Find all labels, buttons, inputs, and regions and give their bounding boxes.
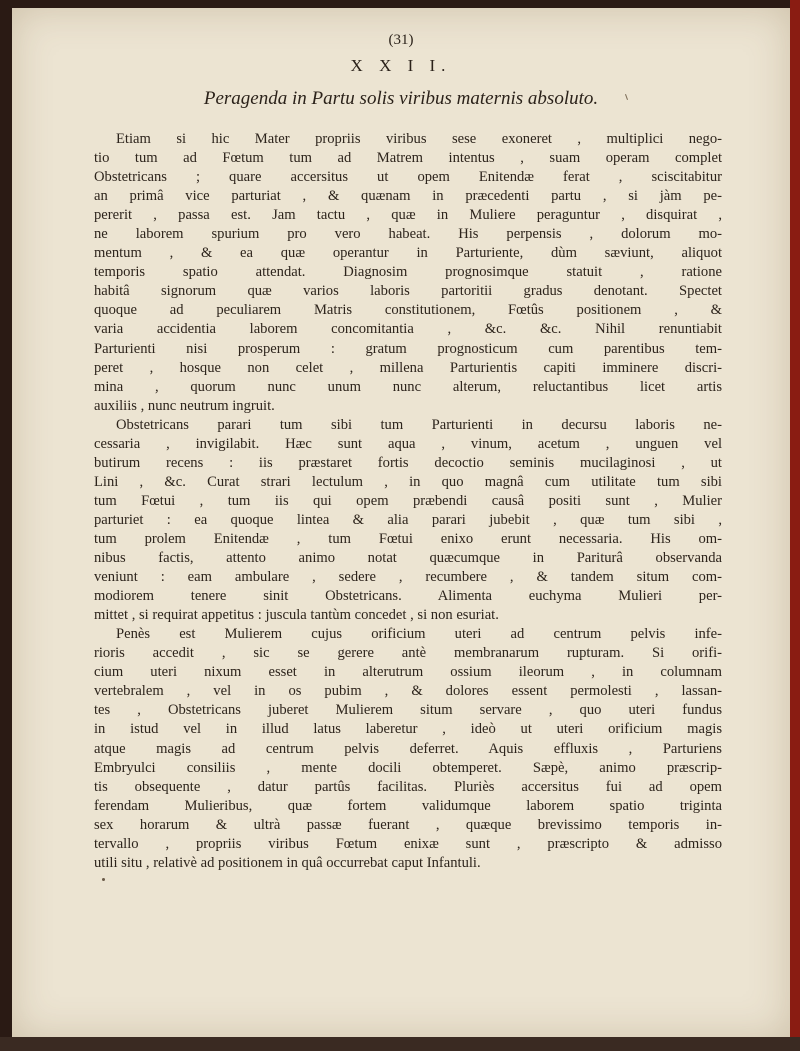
text-line: cium uteri nixum esset in alterutrum ossium ileorum , in columnam (94, 664, 722, 681)
text-line: butirum recens : iis præstaret fortis decoctio seminis mucilaginosi , ut (94, 454, 722, 471)
text-line: tum Fœtui , tum iis qui opem præbendi causâ positi sunt , Mulier (94, 492, 722, 509)
text-line: Etiam si hic Mater propriis viribus sese exoneret , multiplici nego- (116, 131, 722, 147)
text-line: Obstetricans parari tum sibi tum Parturienti in decursu laboris ne- (116, 416, 722, 433)
page-number: (31) (388, 32, 414, 48)
text-line: Embryulci consiliis , mente docili obtemperet. Sæpè, animo præscrip- (94, 759, 722, 776)
text-line: modiorem tenere sinit Obstetricans. Alimenta euchyma Mulieri per- (94, 588, 722, 605)
book-edge-bottom (0, 1037, 800, 1051)
text-line: habitâ signorum quæ varios laboris partoritii gradus denotant. Spectet (94, 283, 722, 300)
section-number: X X I I. (350, 56, 452, 75)
text-line: nibus factis, attento animo notat quæcumque in Pariturâ observanda (94, 550, 722, 567)
paragraph (94, 130, 722, 416)
text-line: Lini , &c. Curat strari lectulum , in quo magnâ cum utilitate tum sibi (94, 473, 722, 490)
text-line: peret , hosque non celet , millena Parturientis capiti imminere discri- (94, 359, 722, 376)
text-line: tio tum ad Fœtum tum ad Matrem intentus , suam operam complet (94, 150, 722, 167)
body-text (94, 130, 722, 873)
text-line: tis obsequente , datur partûs facilitas. Pluriès accersitus fui ad opem (94, 778, 722, 795)
text-line: mittet , si requirat appetitus : jusculа tantùm concedet , si non esuriat. (94, 607, 499, 624)
ink-dot (102, 878, 105, 881)
text-line: temporis spatio attendat. Diagnosim prognosimque statuit , ratione (94, 264, 722, 281)
text-line: pererit , passa est. Jam tactu , quæ in Muliere peraguntur , disquirat , (94, 207, 722, 224)
section-title: Peragenda in Partu solis viribus maternis absoluto. (203, 88, 599, 109)
text-line: parturiet : ea quoque lintea & alia parari jubebit , quæ tum sibi , (94, 511, 722, 528)
text-line: Obstetricans ; quare accersitus ut opem Enitendæ ferat , sciscitabitur (94, 169, 722, 186)
paragraph (94, 625, 722, 873)
text-line: sex horarum & ultrà passæ fuerant , quæque brevissimo temporis in- (94, 816, 722, 833)
text-line: ne laborem spurium pro vero habeat. His perpensis , dolorum mo- (94, 226, 722, 243)
text-line: veniunt : eam ambulare , sedere , recumbere , & tandem situm com- (94, 569, 722, 586)
text-line: atque magis ad centrum pelvis deferret. Aquis effluxis , Parturiens (94, 740, 722, 757)
text-line: an primâ vice parturiat , & quænam in præcedenti partu , si jàm pe- (94, 188, 722, 205)
text-line: Parturienti nisi prosperum : gratum prognosticum cum parentibus tem- (94, 340, 722, 357)
text-line: auxiliis , nunc neutrum ingruit. (94, 397, 275, 414)
text-line: tervallo , propriis viribus Fœtum enixæ sunt , præscripto & admisso (94, 835, 722, 852)
text-line: rioris accedit , sic se gerere antè membranarum rupturam. Si orifi- (94, 645, 722, 662)
text-line: utili situ , relativè ad positionem in quâ occurrebat caput Infantuli. (94, 854, 481, 871)
book-edge-right (790, 0, 800, 1051)
text-line: varia accidentia laborem concomitantia , &c. &c. Nihil renuntiabit (94, 321, 722, 338)
text-line: mina , quorum nunc unum nunc alterum, reluctantibus licet artis (94, 378, 722, 395)
text-line: in istud vel in illud latus laberetur , ideò ut uteri orificium magis (94, 721, 722, 738)
text-line: quoque ad peculiarem Matris constitutionem, Fœtûs positionem , & (94, 302, 722, 319)
paragraph (94, 416, 722, 626)
text-line: tum prolem Enitendæ , tum Fœtui enixo erunt necessaria. His om- (94, 530, 722, 547)
text-line: Penès est Mulierem cujus orificium uteri ad centrum pelvis infe- (116, 626, 722, 643)
text-line: mentum , & ea quæ operantur in Parturiente, dùm sæviunt, aliquot (94, 245, 722, 262)
text-line: ferendam Mulieribus, quæ fortem validumque laborem spatio triginta (94, 797, 722, 814)
text-line: tes , Obstetricans juberet Mulierem situm servare , quo uteri fundus (94, 702, 722, 719)
text-line: cessaria , invigilabit. Hæc sunt aqua , vinum, acetum , unguen vel (94, 435, 722, 452)
text-line: vertebralem , vel in os pubim , & dolores essent permolesti , lassan- (94, 683, 722, 700)
book-page (12, 8, 790, 1038)
